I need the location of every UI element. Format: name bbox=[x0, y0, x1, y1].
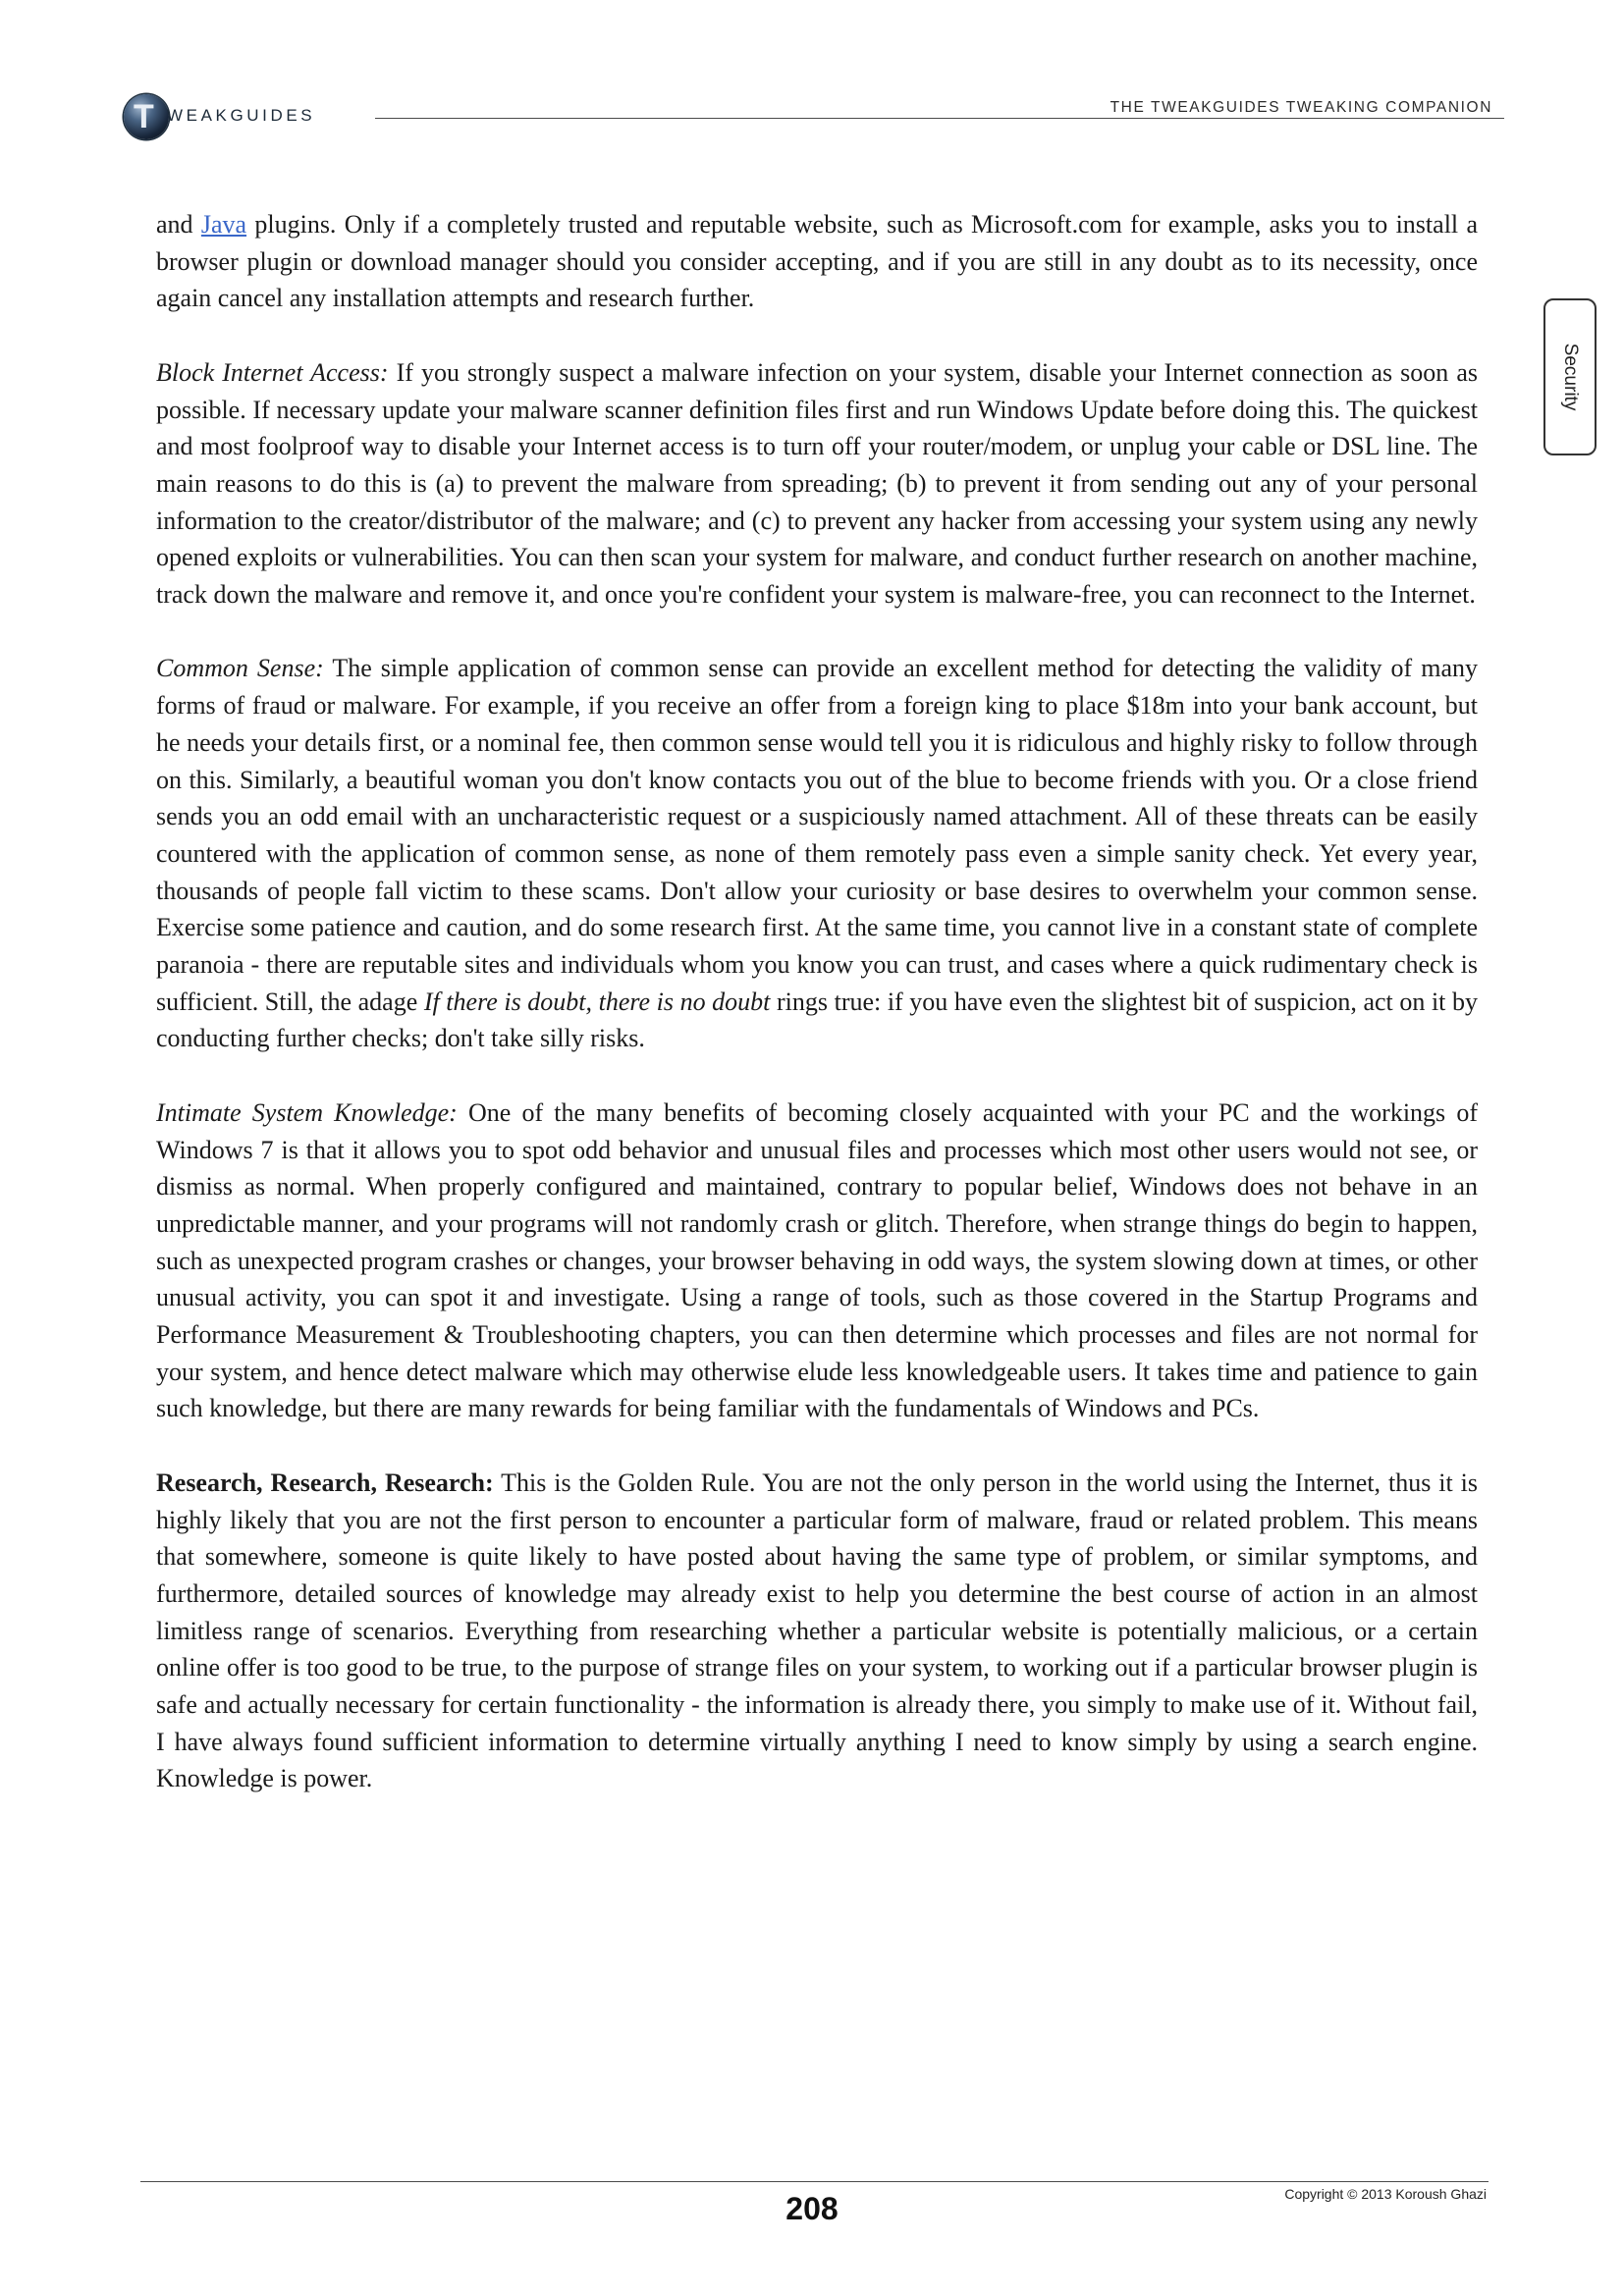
paragraph-common-sense: Common Sense: The simple application of common sense can provide an excellent method for detecting the validity of many forms of fraud or malware. For example, if you receive an offer from a foreign king to place $18m into your bank account, but he needs your details first, or a nominal fee, then common sense would tell you it is ridiculous and highly risky to follow through on this. Similarly, a beautiful woman you don't know contacts you out of the blue to become friends with you. Or a close friend sends you an odd email with an uncharacteristic request or a suspiciously named attachment. All of these threats can be easily countered with the application of common sense, as none of them remotely pass even a simple sanity check. Yet every year, thousands of people fall victim to these scams. Don't allow your curiosity or base desires to overwhelm your common sense. Exercise some patience and caution, and do some research first. At the same time, you cannot live in a constant state of complete paranoia - there are reputable sites and individuals whom you know you can trust, and cases where a quick rudimentary check is sufficient. Still, the adage If there is doubt, there is no doubt rings true: if you have even the slightest bit of suspicion, act on it by conducting further checks; don't take silly risks. bbox=[156, 654, 1478, 1053]
running-header-title: THE TWEAKGUIDES TWEAKING COMPANION bbox=[1110, 99, 1492, 116]
logo-emblem-icon: T bbox=[124, 94, 169, 139]
java-link[interactable]: Java bbox=[200, 210, 247, 239]
paragraph-heading: Common Sense: bbox=[156, 654, 324, 683]
footer-divider bbox=[140, 2181, 1489, 2182]
paragraph-plugins: and Java plugins. Only if a completely trusted and reputable website, such as Microsoft.com for example, asks you to install a browser plugin or download manager should you consider accepting, and if you are still in any doubt as to its necessity, once again cancel any installation attempts and research further. bbox=[156, 210, 1478, 313]
logo-text: WEAKGUIDES bbox=[167, 106, 316, 125]
page-body bbox=[156, 206, 1478, 1835]
section-side-tab bbox=[1543, 298, 1597, 455]
paragraph-heading: Intimate System Knowledge: bbox=[156, 1097, 458, 1127]
paragraph-research: Research, Research, Research: This is the Golden Rule. You are not the only person in the world using the Internet, thus it is highly likely that you are not the first person to encounter a particular form of malware, fraud or related problem. This means that somewhere, someone is quite likely to have posted about having the same type of problem, or similar symptoms, and furthermore, detailed sources of knowledge may already exist to help you determine the best course of action in an almost limitless range of scenarios. Everything from researching whether a particular website is potentially malicious, or a certain online offer is too good to be true, to the purpose of strange files on your system, to working out if a particular browser plugin is safe and actually necessary for certain functionality - the information is already there, you simply to make use of it. Without fail, I have always found sufficient information to determine virtually anything I need to know simply by using a search engine. Knowledge is power. bbox=[156, 1468, 1478, 1793]
header-divider bbox=[375, 118, 1504, 119]
paragraph-heading: Block Internet Access: bbox=[156, 357, 389, 387]
side-tab-label: Security bbox=[1560, 343, 1581, 411]
paragraph-block-internet-access: Block Internet Access: If you strongly suspect a malware infection on your system, disable your Internet connection as soon as possible. If necessary update your malware scanner definition files first and run Windows Update before doing this. The quickest and most foolproof way to disable your Internet access is to turn off your router/modem, or unplug your cable or DSL line. The main reasons to do this is (a) to prevent the malware from spreading; (b) to prevent it from sending out any of your personal information to the creator/distributor of the malware; and (c) to prevent any hacker from accessing your system using any newly opened exploits or vulnerabilities. You can then scan your system for malware, and conduct further research on another machine, track down the malware and remove it, and once you're confident your system is malware-free, you can reconnect to the Internet. bbox=[156, 357, 1479, 610]
adage-quote: If there is doubt, there is no doubt bbox=[423, 987, 771, 1016]
paragraph-heading: Research, Research, Research: bbox=[156, 1468, 494, 1497]
copyright-notice: Copyright © 2013 Koroush Ghazi bbox=[1284, 2186, 1487, 2202]
paragraph-intimate-system-knowledge: Intimate System Knowledge: One of the many benefits of becoming closely acquainted with your PC and the workings of Windows 7 is that it allows you to spot odd behavior and unusual files and processes which most other users would not see, or dismiss as normal. When properly configured and maintained, contrary to popular belief, Windows does not behave in an unpredictable manner, and your programs will not randomly crash or glitch. Therefore, when strange things do begin to happen, such as unexpected program crashes or changes, your browser behaving in odd ways, the system slowing down at times, or other unusual activity, you can spot it and investigate. Using a range of tools, such as those covered in the Startup Programs and Performance Measurement & Troubleshooting chapters, you can then determine which processes and files are not normal for your system, and hence detect malware which may otherwise elude less knowledgeable users. It takes time and patience to gain such knowledge, but there are many rewards for being familiar with the fundamentals of Windows and PCs. bbox=[156, 1097, 1478, 1423]
page-number: 208 bbox=[785, 2191, 839, 2226]
